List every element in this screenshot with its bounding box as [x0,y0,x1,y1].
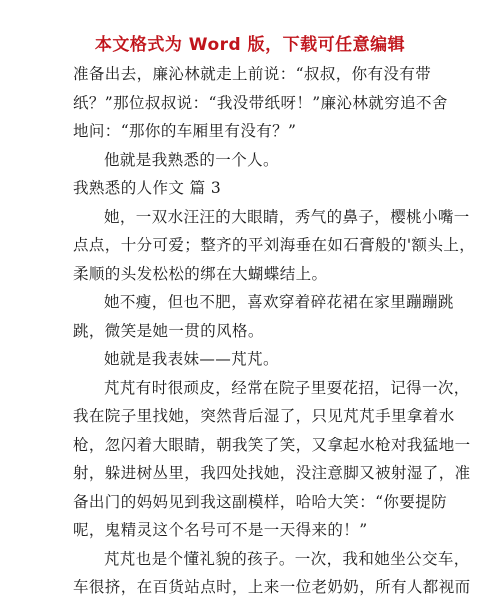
paragraph-line: 射，躲进树丛里，我四处找她，没注意脚又被射湿了，准 [73,464,471,482]
paragraph-line: 芃芃也是个懂礼貌的孩子。一次，我和她坐公交车， [104,550,470,568]
paragraph-line: 呢，鬼精灵这个名号可不是一天得来的！” [73,521,368,539]
paragraph-line: 地问：“那你的车厢里有没有？” [73,122,297,140]
paragraph-line: 她就是我表妹——芃芃。 [104,350,279,368]
paragraph-line: 点点，十分可爱；整齐的平刘海垂在如石膏般的'额头上， [73,236,476,254]
paragraph-line: 我在院子里找她，突然背后湿了，只见芃芃手里拿着水 [73,407,455,425]
paragraph-line: 他就是我熟悉的一个人。 [104,151,279,169]
paragraph-line: 芃芃有时很顽皮，经常在院子里耍花招，记得一次， [104,379,470,397]
paragraph-line: 她不瘦，但也不肥，喜欢穿着碎花裙在家里蹦蹦跳 [104,293,454,311]
paragraph-line: 枪，忽闪着大眼睛，朝我笑了笑，又拿起水枪对我猛地一 [73,436,471,454]
section-heading: 我熟悉的人作文 篇 3 [73,179,222,197]
paragraph-line: 车很挤，在百货站点时，上来一位老奶奶，所有人都视而 [73,578,471,596]
paragraph-line: 跳，微笑是她一贯的风格。 [73,322,264,340]
document-header-title: 本文格式为 Word 版，下载可任意编辑 [94,35,406,55]
paragraph-line: 她，一双水汪汪的大眼睛，秀气的鼻子，樱桃小嘴一 [104,208,470,226]
paragraph-line: 纸？”那位叔叔说：“我没带纸呀！”廉沁林就穷追不舍 [73,94,448,112]
paragraph-line: 柔顺的头发松松的绑在大蝴蝶结上。 [73,265,328,283]
paragraph-line: 准备出去，廉沁林就走上前说：“叔叔，你有没有带 [73,65,432,83]
paragraph-line: 备出门的妈妈见到我这副模样，哈哈大笑：“你要提防 [73,493,448,511]
